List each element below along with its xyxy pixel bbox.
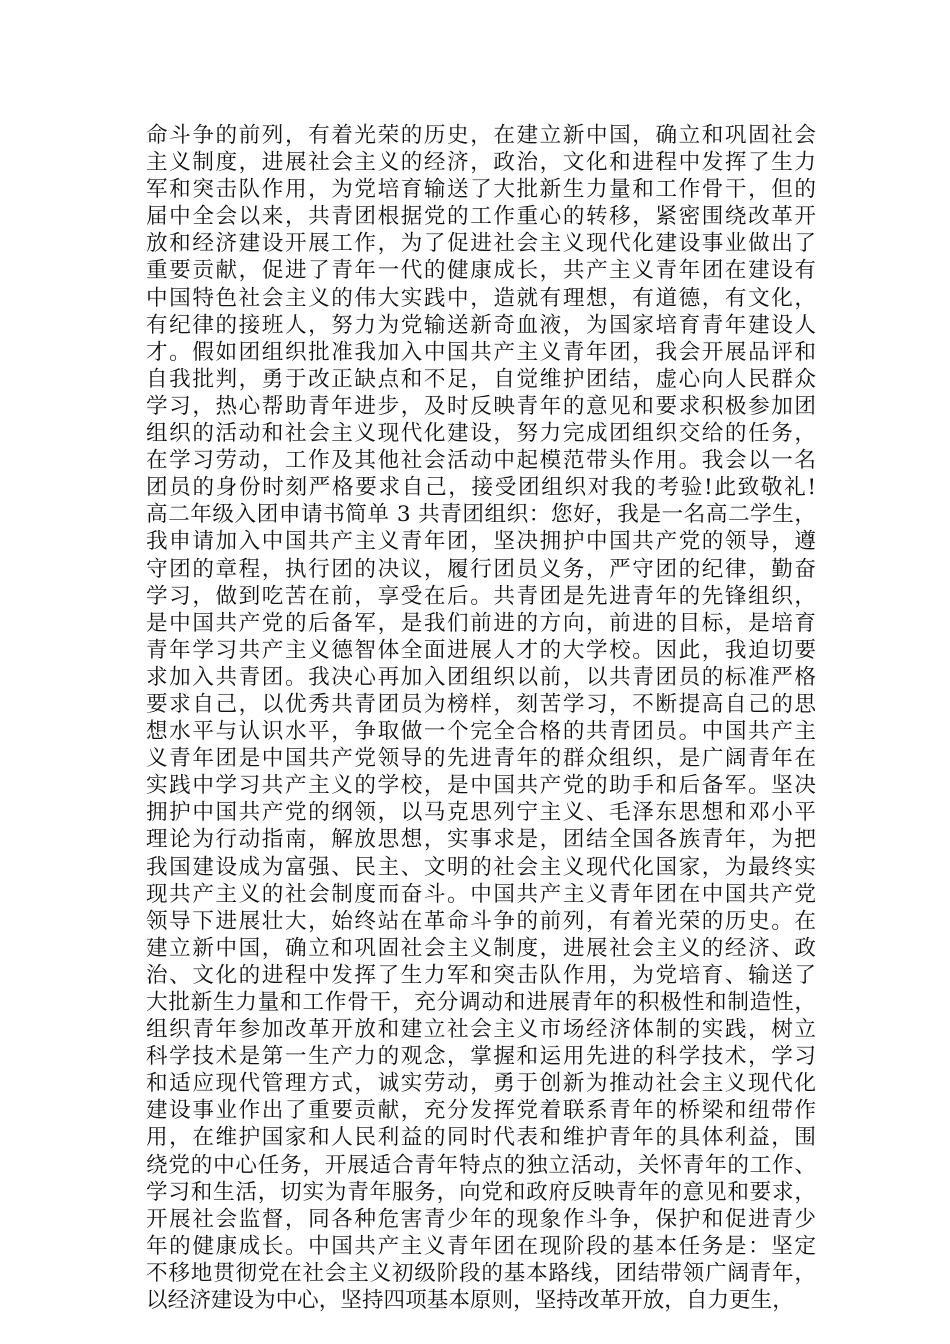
text-line: 组织的活动和社会主义现代化建设，努力完成团组织交给的任务， bbox=[146, 421, 816, 447]
text-line: 是中国共产党的后备军，是我们前进的方向，前进的目标，是培育 bbox=[146, 610, 816, 636]
text-line: 学习和生活，切实为青年服务，向党和政府反映青年的意见和要求， bbox=[146, 1179, 816, 1205]
text-line: 主义制度，进展社会主义的经济，政治，文化和进程中发挥了生力 bbox=[146, 150, 816, 176]
text-line: 高二年级入团申请书简单 3 共青团组织：您好，我是一名高二学生， bbox=[146, 502, 816, 528]
text-line: 军和突击队作用，为党培育输送了大批新生力量和工作骨干，但的 bbox=[146, 177, 816, 203]
text-line: 拥护中国共产党的纲领，以马克思列宁主义、毛泽东思想和邓小平 bbox=[146, 800, 816, 826]
text-line: 实践中学习共产主义的学校，是中国共产党的助手和后备军。坚决 bbox=[146, 773, 816, 799]
text-line: 义青年团是中国共产党领导的先进青年的群众组织，是广阔青年在 bbox=[146, 746, 816, 772]
body-text bbox=[146, 122, 816, 1314]
text-line: 科学技术是第一生产力的观念，掌握和运用先进的科学技术，学习 bbox=[146, 1044, 816, 1070]
text-line: 用，在维护国家和人民利益的同时代表和维护青年的具体利益，围 bbox=[146, 1125, 816, 1151]
text-line: 不移地贯彻党在社会主义初级阶段的基本路线，团结带领广阔青年， bbox=[146, 1260, 816, 1286]
text-line: 求加入共青团。我决心再加入团组织以前，以共青团员的标准严格 bbox=[146, 664, 816, 690]
text-line: 青年学习共产主义德智体全面进展人才的大学校。因此，我迫切要 bbox=[146, 637, 816, 663]
text-line: 学习，热心帮助青年进步，及时反映青年的意见和要求积极参加团 bbox=[146, 393, 816, 419]
text-line: 守团的章程，执行团的决议，履行团员义务，严守团的纪律，勤奋 bbox=[146, 556, 816, 582]
text-line: 绕党的中心任务，开展适合青年特点的独立活动，关怀青年的工作、 bbox=[146, 1152, 816, 1178]
text-line: 理论为行动指南，解放思想，实事求是，团结全国各族青年，为把 bbox=[146, 827, 816, 853]
text-line: 组织青年参加改革开放和建立社会主义市场经济体制的实践，树立 bbox=[146, 1017, 816, 1043]
text-line: 以经济建设为中心，坚持四项基本原则，坚持改革开放，自力更生， bbox=[146, 1288, 794, 1314]
text-line: 我国建设成为富强、民主、文明的社会主义现代化国家，为最终实 bbox=[146, 854, 816, 880]
text-line: 团员的身份时刻严格要求自己，接受团组织对我的考验!此致敬礼! bbox=[146, 475, 816, 501]
text-line: 才。假如团组织批准我加入中国共产主义青年团，我会开展品评和 bbox=[146, 339, 816, 365]
text-line: 和适应现代管理方式，诚实劳动，勇于创新为推动社会主义现代化 bbox=[146, 1071, 816, 1097]
text-line: 要求自己，以优秀共青团员为榜样，刻苦学习，不断提高自己的思 bbox=[146, 691, 816, 717]
text-line: 命斗争的前列，有着光荣的历史，在建立新中国，确立和巩固社会 bbox=[146, 123, 816, 148]
text-line: 有纪律的接班人，努力为党输送新奇血液，为国家培育青年建设人 bbox=[146, 312, 816, 338]
text-line: 现共产主义的社会制度而奋斗。中国共产主义青年团在中国共产党 bbox=[146, 881, 816, 907]
text-line: 自我批判，勇于改正缺点和不足，自觉维护团结，虚心向人民群众 bbox=[146, 366, 816, 392]
text-line: 建设事业作出了重要贡献，充分发挥党着联系青年的桥梁和纽带作 bbox=[146, 1098, 816, 1124]
text-line: 中国特色社会主义的伟大实践中，造就有理想，有道德，有文化， bbox=[146, 285, 816, 311]
text-line: 年的健康成长。中国共产主义青年团在现阶段的基本任务是：坚定 bbox=[146, 1233, 816, 1259]
text-line: 学习，做到吃苦在前，享受在后。共青团是先进青年的先锋组织， bbox=[146, 583, 816, 609]
text-line: 重要贡献，促进了青年一代的健康成长，共产主义青年团在建设有 bbox=[146, 258, 816, 284]
text-line: 想水平与认识水平，争取做一个完全合格的共青团员。中国共产主 bbox=[146, 719, 816, 745]
text-line: 届中全会以来，共青团根据党的工作重心的转移，紧密围绕改革开 bbox=[146, 204, 816, 230]
text-line: 放和经济建设开展工作，为了促进社会主义现代化建设事业做出了 bbox=[146, 231, 816, 257]
text-line: 我申请加入中国共产主义青年团，坚决拥护中国共产党的领导，遵 bbox=[146, 529, 816, 555]
text-line: 建立新中国，确立和巩固社会主义制度，进展社会主义的经济、政 bbox=[146, 935, 816, 961]
text-line: 开展社会监督，同各种危害青少年的现象作斗争，保护和促进青少 bbox=[146, 1206, 816, 1232]
text-line: 大批新生力量和工作骨干，充分调动和进展青年的积极性和制造性， bbox=[146, 990, 816, 1015]
text-line: 治、文化的进程中发挥了生力军和突击队作用，为党培育、输送了 bbox=[146, 962, 816, 988]
text-line: 在学习劳动，工作及其他社会活动中起模范带头作用。我会以一名 bbox=[146, 448, 816, 474]
text-line: 领导下进展壮大，始终站在革命斗争的前列，有着光荣的历史。在 bbox=[146, 908, 816, 934]
